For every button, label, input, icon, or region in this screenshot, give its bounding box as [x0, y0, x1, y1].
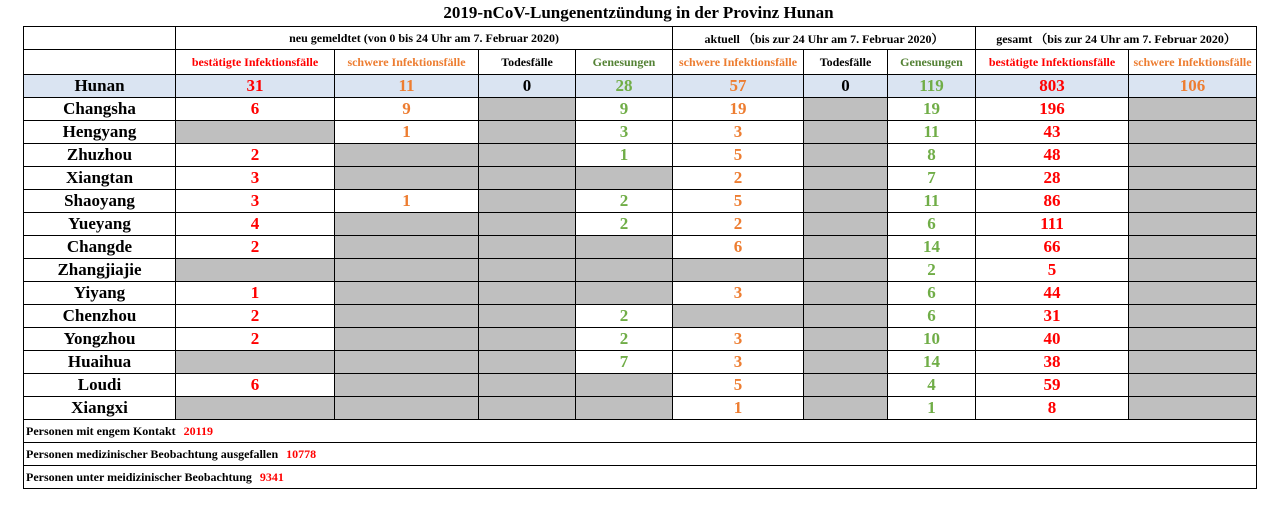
- city-value: 10: [888, 328, 976, 351]
- empty-cell: [176, 121, 335, 144]
- empty-cell: [1129, 190, 1257, 213]
- city-name: Changde: [24, 236, 176, 259]
- hunan-cases-table: [23, 26, 1257, 489]
- col-header-new-confirmed: bestätigte Infektionsfälle: [176, 50, 335, 75]
- table-row: [24, 328, 1257, 351]
- city-value: 1: [335, 121, 479, 144]
- footer-row: [24, 420, 1257, 443]
- city-value: 4: [888, 374, 976, 397]
- table-row: [24, 98, 1257, 121]
- city-value: 2: [888, 259, 976, 282]
- col-header-current-severe: schwere Infektionsfälle: [673, 50, 804, 75]
- city-value: 44: [976, 282, 1129, 305]
- city-value: 14: [888, 351, 976, 374]
- empty-cell: [335, 236, 479, 259]
- city-name: Xiangxi: [24, 397, 176, 420]
- city-value: 1: [176, 282, 335, 305]
- city-value: 6: [176, 374, 335, 397]
- empty-cell: [804, 374, 888, 397]
- empty-cell: [804, 328, 888, 351]
- empty-cell: [335, 167, 479, 190]
- empty-cell: [1129, 259, 1257, 282]
- city-value: 4: [176, 213, 335, 236]
- table-row: [24, 397, 1257, 420]
- city-value: 3: [673, 351, 804, 374]
- empty-cell: [804, 351, 888, 374]
- footer-row: [24, 443, 1257, 466]
- empty-cell: [335, 397, 479, 420]
- city-value: 3: [176, 167, 335, 190]
- city-value: 3: [576, 121, 673, 144]
- city-value: 11: [888, 190, 976, 213]
- empty-cell: [804, 190, 888, 213]
- empty-cell: [479, 259, 576, 282]
- table-row: [24, 282, 1257, 305]
- empty-cell: [1129, 282, 1257, 305]
- city-name: Changsha: [24, 98, 176, 121]
- empty-cell: [1129, 98, 1257, 121]
- province-value: 11: [335, 75, 479, 98]
- header-blank-cell: [24, 50, 176, 75]
- city-value: 3: [673, 121, 804, 144]
- header-group-row: [24, 27, 1257, 50]
- empty-cell: [1129, 167, 1257, 190]
- empty-cell: [335, 328, 479, 351]
- empty-cell: [335, 259, 479, 282]
- empty-cell: [576, 374, 673, 397]
- footer-cell: [24, 420, 1257, 443]
- empty-cell: [1129, 236, 1257, 259]
- city-value: 40: [976, 328, 1129, 351]
- table-row: [24, 305, 1257, 328]
- footer-value: 20119: [183, 423, 213, 438]
- city-value: 2: [176, 236, 335, 259]
- empty-cell: [804, 282, 888, 305]
- footer-row: [24, 466, 1257, 489]
- city-value: 59: [976, 374, 1129, 397]
- province-value: 57: [673, 75, 804, 98]
- empty-cell: [1129, 121, 1257, 144]
- footer-value: 10778: [286, 446, 317, 461]
- table-row: [24, 213, 1257, 236]
- city-value: 19: [888, 98, 976, 121]
- empty-cell: [804, 98, 888, 121]
- empty-cell: [479, 190, 576, 213]
- empty-cell: [576, 236, 673, 259]
- city-value: 6: [888, 213, 976, 236]
- city-value: 111: [976, 213, 1129, 236]
- footer-cell: [24, 466, 1257, 489]
- empty-cell: [479, 282, 576, 305]
- city-name: Hengyang: [24, 121, 176, 144]
- city-value: 8: [888, 144, 976, 167]
- city-value: 14: [888, 236, 976, 259]
- empty-cell: [335, 374, 479, 397]
- empty-cell: [576, 282, 673, 305]
- empty-cell: [804, 236, 888, 259]
- col-header-current-recovered: Genesungen: [888, 50, 976, 75]
- city-value: 31: [976, 305, 1129, 328]
- city-value: 6: [888, 282, 976, 305]
- empty-cell: [479, 305, 576, 328]
- empty-cell: [335, 305, 479, 328]
- table-row: [24, 144, 1257, 167]
- city-value: 19: [673, 98, 804, 121]
- empty-cell: [804, 167, 888, 190]
- city-value: 28: [976, 167, 1129, 190]
- empty-cell: [1129, 144, 1257, 167]
- city-value: 2: [176, 305, 335, 328]
- empty-cell: [335, 282, 479, 305]
- empty-cell: [1129, 305, 1257, 328]
- province-value: 106: [1129, 75, 1257, 98]
- empty-cell: [576, 397, 673, 420]
- empty-cell: [673, 259, 804, 282]
- footer-label: Personen unter meidizinischer Beobachtung: [26, 469, 252, 484]
- header-group-current: aktuell （bis zur 24 Uhr am 7. Februar 2020）: [673, 27, 976, 50]
- header-group-new: neu gemeldtet (von 0 bis 24 Uhr am 7. Februar 2020): [176, 27, 673, 50]
- city-name: Xiangtan: [24, 167, 176, 190]
- province-value: 803: [976, 75, 1129, 98]
- city-name: Loudi: [24, 374, 176, 397]
- empty-cell: [479, 351, 576, 374]
- empty-cell: [673, 305, 804, 328]
- empty-cell: [1129, 328, 1257, 351]
- city-value: 66: [976, 236, 1129, 259]
- footer-cell: [24, 443, 1257, 466]
- city-name: Zhangjiajie: [24, 259, 176, 282]
- empty-cell: [804, 213, 888, 236]
- city-value: 2: [576, 305, 673, 328]
- empty-cell: [335, 351, 479, 374]
- city-value: 2: [176, 328, 335, 351]
- empty-cell: [479, 144, 576, 167]
- city-name: Yongzhou: [24, 328, 176, 351]
- city-value: 1: [576, 144, 673, 167]
- city-name: Yiyang: [24, 282, 176, 305]
- city-value: 3: [673, 328, 804, 351]
- table-row: [24, 190, 1257, 213]
- col-header-total-severe: schwere Infektionsfälle: [1129, 50, 1257, 75]
- empty-cell: [1129, 397, 1257, 420]
- empty-cell: [335, 213, 479, 236]
- empty-cell: [479, 374, 576, 397]
- city-value: 6: [176, 98, 335, 121]
- city-value: 2: [576, 213, 673, 236]
- empty-cell: [804, 121, 888, 144]
- city-name: Huaihua: [24, 351, 176, 374]
- footer-value: 9341: [259, 469, 284, 484]
- empty-cell: [176, 259, 335, 282]
- province-row: [24, 75, 1257, 98]
- city-value: 2: [176, 144, 335, 167]
- col-header-total-confirmed: bestätigte Infektionsfälle: [976, 50, 1129, 75]
- city-value: 38: [976, 351, 1129, 374]
- city-value: 5: [673, 374, 804, 397]
- footer-label: Personen medizinischer Beobachtung ausgefallen: [26, 446, 279, 461]
- footer-label: Personen mit engem Kontakt: [26, 423, 176, 438]
- empty-cell: [576, 259, 673, 282]
- city-value: 2: [673, 213, 804, 236]
- city-value: 1: [335, 190, 479, 213]
- city-value: 6: [673, 236, 804, 259]
- city-value: 7: [888, 167, 976, 190]
- header-column-row: [24, 50, 1257, 75]
- city-value: 6: [888, 305, 976, 328]
- empty-cell: [1129, 351, 1257, 374]
- table-row: [24, 351, 1257, 374]
- city-value: 3: [176, 190, 335, 213]
- province-value: 28: [576, 75, 673, 98]
- province-value: 0: [804, 75, 888, 98]
- empty-cell: [804, 144, 888, 167]
- city-value: 196: [976, 98, 1129, 121]
- city-value: 1: [673, 397, 804, 420]
- table-row: [24, 236, 1257, 259]
- city-value: 8: [976, 397, 1129, 420]
- empty-cell: [1129, 374, 1257, 397]
- table-row: [24, 259, 1257, 282]
- col-header-new-severe: schwere Infektionsfälle: [335, 50, 479, 75]
- city-value: 11: [888, 121, 976, 144]
- city-value: 5: [673, 190, 804, 213]
- table-row: [24, 121, 1257, 144]
- city-value: 5: [673, 144, 804, 167]
- col-header-current-deaths: Todesfälle: [804, 50, 888, 75]
- city-value: 9: [576, 98, 673, 121]
- province-value: 119: [888, 75, 976, 98]
- province-value: 31: [176, 75, 335, 98]
- empty-cell: [479, 236, 576, 259]
- province-value: 0: [479, 75, 576, 98]
- city-name: Yueyang: [24, 213, 176, 236]
- table-row: [24, 167, 1257, 190]
- empty-cell: [1129, 213, 1257, 236]
- empty-cell: [479, 213, 576, 236]
- city-value: 86: [976, 190, 1129, 213]
- city-value: 5: [976, 259, 1129, 282]
- empty-cell: [176, 351, 335, 374]
- table-row: [24, 374, 1257, 397]
- header-group-total: gesamt （bis zur 24 Uhr am 7. Februar 2020）: [976, 27, 1257, 50]
- empty-cell: [479, 167, 576, 190]
- col-header-new-deaths: Todesfälle: [479, 50, 576, 75]
- empty-cell: [335, 144, 479, 167]
- city-name: Zhuzhou: [24, 144, 176, 167]
- city-name: Shaoyang: [24, 190, 176, 213]
- city-value: 2: [576, 328, 673, 351]
- header-blank-cell: [24, 27, 176, 50]
- col-header-new-recovered: Genesungen: [576, 50, 673, 75]
- empty-cell: [804, 397, 888, 420]
- city-value: 2: [673, 167, 804, 190]
- table-title: 2019-nCoV-Lungenentzündung in der Provinz Hunan: [443, 3, 834, 22]
- city-value: 2: [576, 190, 673, 213]
- city-value: 43: [976, 121, 1129, 144]
- empty-cell: [479, 328, 576, 351]
- city-value: 9: [335, 98, 479, 121]
- empty-cell: [804, 259, 888, 282]
- city-value: 7: [576, 351, 673, 374]
- empty-cell: [576, 167, 673, 190]
- empty-cell: [176, 397, 335, 420]
- empty-cell: [479, 397, 576, 420]
- city-name: Chenzhou: [24, 305, 176, 328]
- empty-cell: [804, 305, 888, 328]
- province-name: Hunan: [24, 75, 176, 98]
- city-value: 3: [673, 282, 804, 305]
- empty-cell: [479, 98, 576, 121]
- empty-cell: [479, 121, 576, 144]
- city-value: 1: [888, 397, 976, 420]
- city-value: 48: [976, 144, 1129, 167]
